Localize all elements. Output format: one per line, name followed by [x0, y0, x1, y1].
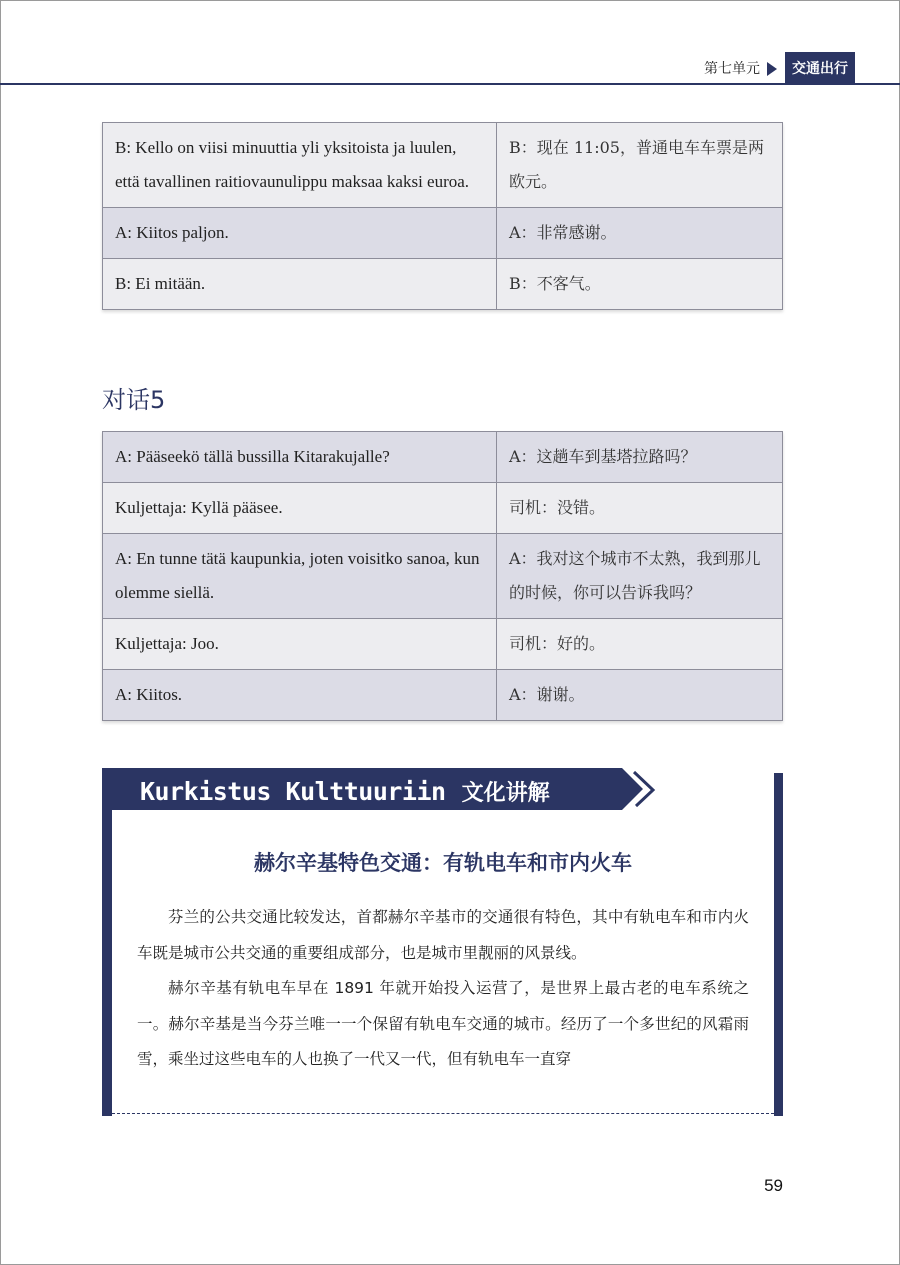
finnish-line: A: Pääseekö tällä bussilla Kitarakujalle?: [103, 432, 497, 483]
table-row: [103, 259, 783, 310]
chinese-line: A：这趟车到基塔拉路吗？: [497, 432, 783, 483]
chinese-line: B：现在 11:05，普通电车车票是两欧元。: [497, 123, 783, 208]
finnish-line: B: Ei mitään.: [103, 259, 497, 310]
table-row: [103, 670, 783, 721]
chinese-line: A：谢谢。: [497, 670, 783, 721]
dialogue-5-heading: 对话5: [102, 386, 166, 414]
culture-box-dotted-border: [112, 1113, 774, 1114]
culture-article-body: [137, 900, 749, 1078]
culture-box-right-border: [774, 773, 783, 1116]
chinese-line: A：非常感谢。: [497, 208, 783, 259]
header-rule: [0, 83, 900, 85]
paragraph: 赫尔辛基有轨电车早在 1891 年就开始投入运营了，是世界上最古老的电车系统之一。赫尔辛基是当今芬兰唯一一个保留有轨电车交通的城市。经历了一个多世纪的风霜雨雪，乘坐过这些电车的人也换了一代又一代，但有轨电车一直穿: [137, 979, 749, 1068]
table-row: [103, 483, 783, 534]
chinese-line: B：不客气。: [497, 259, 783, 310]
finnish-line: Kuljettaja: Kyllä pääsee.: [103, 483, 497, 534]
header-unit-label: 第七单元: [704, 61, 760, 77]
culture-banner-title: [140, 771, 550, 811]
culture-banner-chinese: 文化讲解: [461, 780, 550, 806]
culture-banner-finnish: Kurkistus Kulttuuriin: [140, 776, 446, 806]
table-row: [103, 123, 783, 208]
culture-box-left-border: [102, 768, 112, 1116]
dialogue-5-table: [102, 431, 783, 721]
page-number: 59: [764, 1176, 783, 1195]
finnish-line: Kuljettaja: Joo.: [103, 619, 497, 670]
table-row: [103, 432, 783, 483]
dialogue-4-table: [102, 122, 783, 310]
finnish-line: B: Kello on viisi minuuttia yli yksitoista ja luulen, että tavallinen raitiovaunulippu maksaa kaksi euroa.: [103, 123, 497, 208]
table-row: [103, 208, 783, 259]
chinese-line: 司机：没错。: [497, 483, 783, 534]
culture-article-title: 赫尔辛基特色交通：有轨电车和市内火车: [254, 851, 632, 875]
table-row: [103, 534, 783, 619]
chinese-line: A：我对这个城市不太熟，我到那儿的时候，你可以告诉我吗？: [497, 534, 783, 619]
triangle-right-icon: [767, 62, 777, 76]
table-row: [103, 619, 783, 670]
finnish-line: A: Kiitos paljon.: [103, 208, 497, 259]
finnish-line: A: En tunne tätä kaupunkia, joten voisitko sanoa, kun olemme siellä.: [103, 534, 497, 619]
finnish-line: A: Kiitos.: [103, 670, 497, 721]
paragraph: 芬兰的公共交通比较发达，首都赫尔辛基市的交通很有特色，其中有轨电车和市内火车既是城市公共交通的重要组成部分，也是城市里靓丽的风景线。: [137, 908, 749, 962]
chinese-line: 司机：好的。: [497, 619, 783, 670]
header-section-label: 交通出行: [785, 52, 855, 84]
